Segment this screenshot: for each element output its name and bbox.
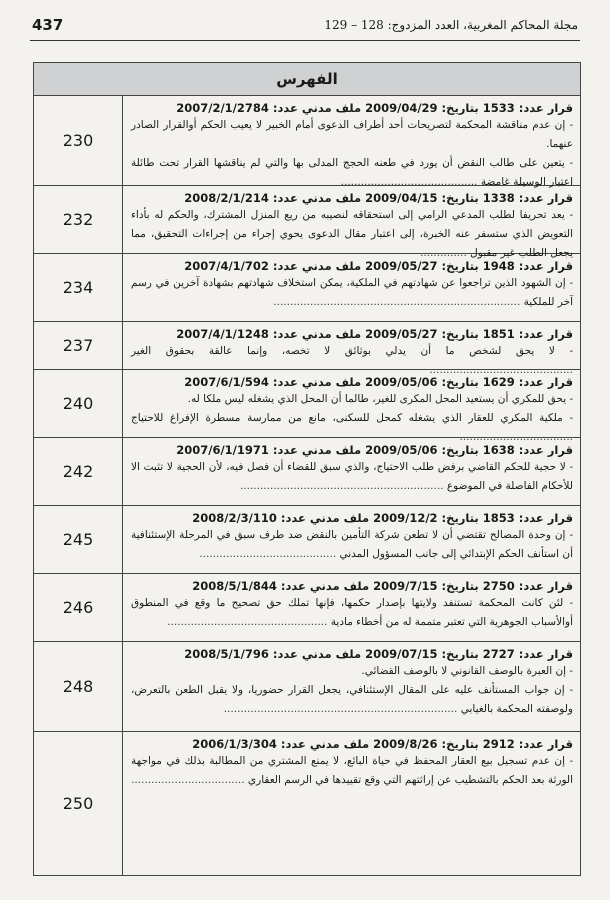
entry-point: - إن جواب المستأنف عليه على المقال الإستئنافي، يجعل القرار حضوريا، ولا يقبل الطعن بالتعرض، ولوصفته المحكمة بالغيابي ...................................................................... (131, 684, 573, 715)
toc-entry (34, 732, 580, 875)
entry-page-number: 250 (34, 732, 123, 875)
decision-title: قرار عدد: 2727 بتاريخ: 2009/07/15 ملف مدني عدد: 2008/5/1/796 (184, 647, 573, 661)
table-of-contents (33, 62, 581, 876)
entry-page-number: 237 (34, 322, 123, 369)
decision-title: قرار عدد: 2750 بتاريخ: 2009/7/15 ملف مدني عدد: 2008/5/1/844 (192, 579, 573, 593)
entry-content (123, 322, 580, 376)
entry-point: - إن العبرة بالوصف القانوني لا بالوصف القضائي. (361, 665, 573, 677)
entry-page-number: 232 (34, 186, 123, 253)
toc-entry (34, 642, 580, 732)
entry-page-number: 240 (34, 370, 123, 437)
decision-title: قرار عدد: 2912 بتاريخ: 2009/8/26 ملف مدني عدد: 2006/1/3/304 (192, 737, 573, 751)
entry-content (123, 642, 580, 731)
entry-point: - لا يحق لشخص ما أن يدلي بوثائق لا تخصه، وإنما عالقة بحقوق الغير ........................................... (131, 345, 573, 376)
entry-page-number: 248 (34, 642, 123, 731)
entry-page-number: 234 (34, 254, 123, 321)
entry-content (123, 254, 580, 321)
entry-page-number: 230 (34, 96, 123, 185)
entry-point: - لئن كانت المحكمة تستنفد ولايتها بإصدار حكمها، فإنها تملك حق تصحيح ما وقع في المنطوق أوالأسباب الجوهرية التي تعتبر متممة له من أخطاء مادية ................................................ (131, 597, 573, 628)
entry-point: - يعد تحريفا لطلب المدعي الرامي إلى استحقاقه لنصيبه من ريع المنزل المشترك، والحكم له بأداء التعويض الذي ستسفر عنه الخبرة، إلى اعتبار مقال الدعوى يحوي إجراء من إجراءات التحقيق، مما يجعل الطلب غير مقبول .............. (131, 209, 573, 259)
decision-title: قرار عدد: 1533 بتاريخ: 2009/04/29 ملف مدني عدد: 2007/2/1/2784 (176, 101, 573, 115)
entry-content (123, 438, 580, 505)
entry-point: - ملكية المكري للعقار الذي يشغله كمحل للسكنى، مانع من ممارسة مسطرة الإفراغ للاحتياج .................................. (131, 412, 573, 443)
entry-page-number: 246 (34, 574, 123, 641)
entry-content (123, 96, 580, 188)
journal-title: مجلة المحاكم المغربية، العدد المزدوج: 128 – 129 (324, 18, 578, 32)
entry-content (123, 732, 580, 875)
entry-page-number: 242 (34, 438, 123, 505)
entry-content (123, 574, 580, 641)
toc-entry (34, 506, 580, 574)
toc-entry (34, 370, 580, 443)
entry-point: - لا حجية للحكم القاضي برفض طلب الاحتياج، والذي سبق للقضاء أن فصل فيه، لأن الحجية لا تثبت الا للأحكام الفاصلة في الموضوع ............................................................. (131, 461, 573, 492)
decision-title: قرار عدد: 1853 بتاريخ: 2009/12/2 ملف مدني عدد: 2008/2/3/110 (192, 511, 573, 525)
decision-title: قرار عدد: 1638 بتاريخ: 2009/05/06 ملف مدني عدد: 2007/6/1/1971 (176, 443, 573, 457)
toc-title: الفهرس (276, 70, 338, 88)
entry-point: - إن وحدة المصالح تقتضي أن لا تطعن شركة التأمين بالنقض ضد طرف سبق في المرحلة الإستئنافية أن استأنف الحكم الإبتدائي إلى جانب المسؤول المدني ......................................... (131, 529, 573, 560)
toc-entry (34, 186, 580, 259)
toc-entry (34, 96, 580, 186)
entry-content (123, 370, 580, 443)
toc-entry (34, 574, 580, 642)
page-header (30, 14, 580, 41)
decision-title: قرار عدد: 1629 بتاريخ: 2009/05/06 ملف مدني عدد: 2007/6/1/594 (184, 375, 573, 389)
entry-point: - يتعين على طالب النقض أن يورد في طعنه الحجج المدلى بها والتي لم يناقشها القرار تحت طائلة اعتبار الوسيلة غامضة ......................................... (131, 157, 573, 188)
entry-point: - إن الشهود الذين تراجعوا عن شهادتهم في الملكية، يمكن استخلاف شهادتهم بشهادة آخرين في رسم آخر للملكية .......................................................................... (131, 277, 573, 308)
entry-point: - يحق للمكري أن يستعيد المحل المكرى للغير، طالما أن المحل الذي يشغله ليس ملكا له. (187, 393, 573, 405)
decision-title: قرار عدد: 1948 بتاريخ: 2009/05/27 ملف مدني عدد: 2007/4/1/702 (184, 259, 573, 273)
toc-entry (34, 254, 580, 322)
decision-title: قرار عدد: 1851 بتاريخ: 2009/05/27 ملف مدني عدد: 2007/4/1/1248 (176, 327, 573, 341)
toc-entry (34, 438, 580, 506)
entry-page-number: 245 (34, 506, 123, 573)
decision-title: قرار عدد: 1338 بتاريخ: 2009/04/15 ملف مدني عدد: 2008/2/1/214 (184, 191, 573, 205)
entry-content (123, 506, 580, 573)
toc-title-row (34, 63, 580, 96)
entry-point: - إن عدم تسجيل بيع العقار المحفظ في حياة البائع، لا يمنع المشتري من المطالبة بذلك في مواجهة الورثة بعد الحكم بالتشطيب عن إراثتهم التي وقع تقييدها في الرسم العقاري .................................. (131, 755, 573, 786)
entry-point: - إن عدم مناقشة المحكمة لتصريحات أحد أطراف الدعوى أمام الخبير لا يعيب الحكم أوالقرار الصادر عنهما. (131, 119, 573, 150)
toc-entry (34, 322, 580, 376)
page-number: 437 (32, 16, 64, 34)
entry-content (123, 186, 580, 259)
